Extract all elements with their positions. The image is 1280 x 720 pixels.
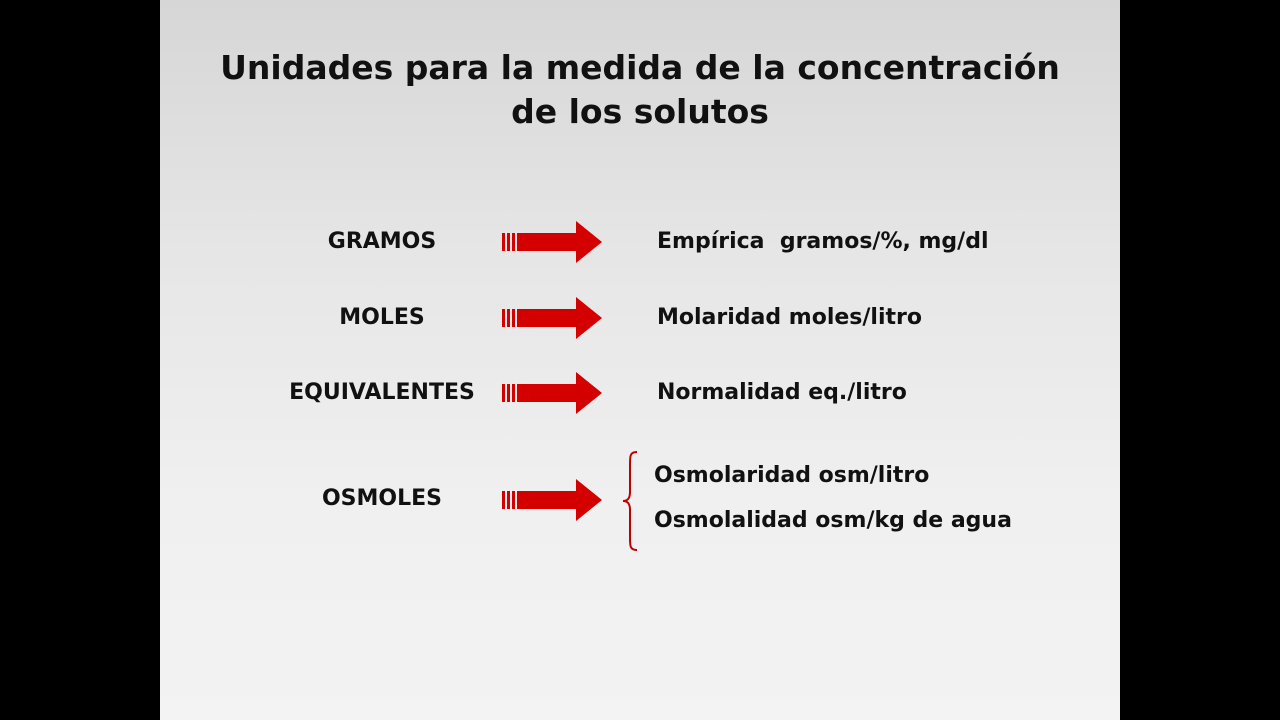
unit-description-gramos: Empírica gramos/%, mg/dl: [657, 229, 989, 254]
arrow-right-icon: [502, 221, 604, 263]
arrow-right-icon: [502, 372, 604, 414]
arrow-right-icon: [502, 297, 604, 339]
unit-description-osmolalidad: Osmolalidad osm/kg de agua: [654, 508, 1012, 533]
title-line-1: Unidades para la medida de la concentración: [220, 48, 1060, 87]
curly-brace-icon: [621, 450, 641, 552]
unit-label-gramos: GRAMOS: [327, 229, 437, 254]
unit-description-osmolaridad: Osmolaridad osm/litro: [654, 463, 930, 488]
title-line-2: de los solutos: [511, 92, 769, 131]
unit-label-osmoles: OSMOLES: [321, 486, 443, 511]
unit-description-moles: Molaridad moles/litro: [657, 305, 922, 330]
unit-label-moles: MOLES: [339, 305, 425, 330]
slide: [160, 0, 1120, 720]
unit-description-equivalentes: Normalidad eq./litro: [657, 380, 907, 405]
slide-title: [160, 46, 1120, 134]
arrow-right-icon: [502, 479, 604, 521]
unit-label-equivalentes: EQUIVALENTES: [289, 380, 475, 405]
